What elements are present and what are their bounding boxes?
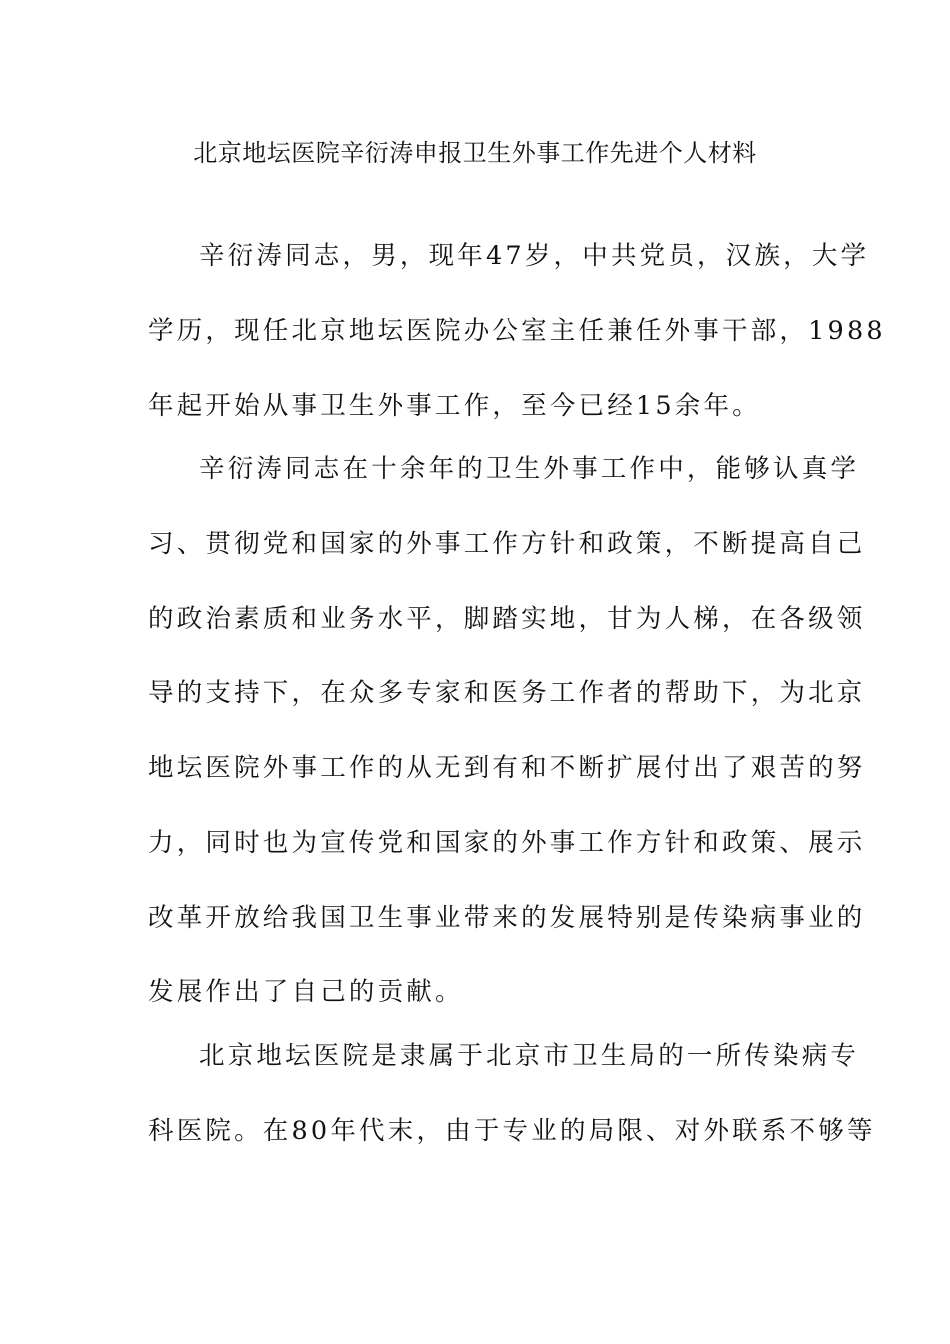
paragraph-2-line-5: 地坛医院外事工作的从无到有和不断扩展付出了艰苦的努 [148,753,866,783]
paragraph-2-line-8: 发展作出了自己的贡献。 [148,977,464,1007]
paragraph-2-line-2: 习、贯彻党和国家的外事工作方针和政策，不断提高自己 [148,529,866,559]
paragraph-2-line-1: 辛衍涛同志在十余年的卫生外事工作中，能够认真学 [199,454,860,484]
paragraph-2-line-6: 力，同时也为宣传党和国家的外事工作方针和政策、展示 [148,828,866,858]
paragraph-2-line-7: 改革开放给我国卫生事业带来的发展特别是传染病事业的 [148,903,866,933]
paragraph-2-line-3: 的政治素质和业务水平，脚踏实地，甘为人梯，在各级领 [148,604,866,634]
paragraph-1-line-2: 学历，现任北京地坛医院办公室主任兼任外事干部，1988 [148,316,886,346]
document-title: 北京地坛医院辛衍涛申报卫生外事工作先进个人材料 [193,139,757,167]
paragraph-3-line-2: 科医院。在80年代末，由于专业的局限、对外联系不够等 [148,1116,876,1146]
paragraph-3-line-1: 北京地坛医院是隶属于北京市卫生局的一所传染病专 [199,1041,860,1071]
paragraph-2-line-4: 导的支持下，在众多专家和医务工作者的帮助下，为北京 [148,678,866,708]
paragraph-1-line-3: 年起开始从事卫生外事工作，至今已经15余年。 [148,391,761,421]
paragraph-1-line-1: 辛衍涛同志，男，现年47岁，中共党员，汉族，大学 [199,241,870,271]
